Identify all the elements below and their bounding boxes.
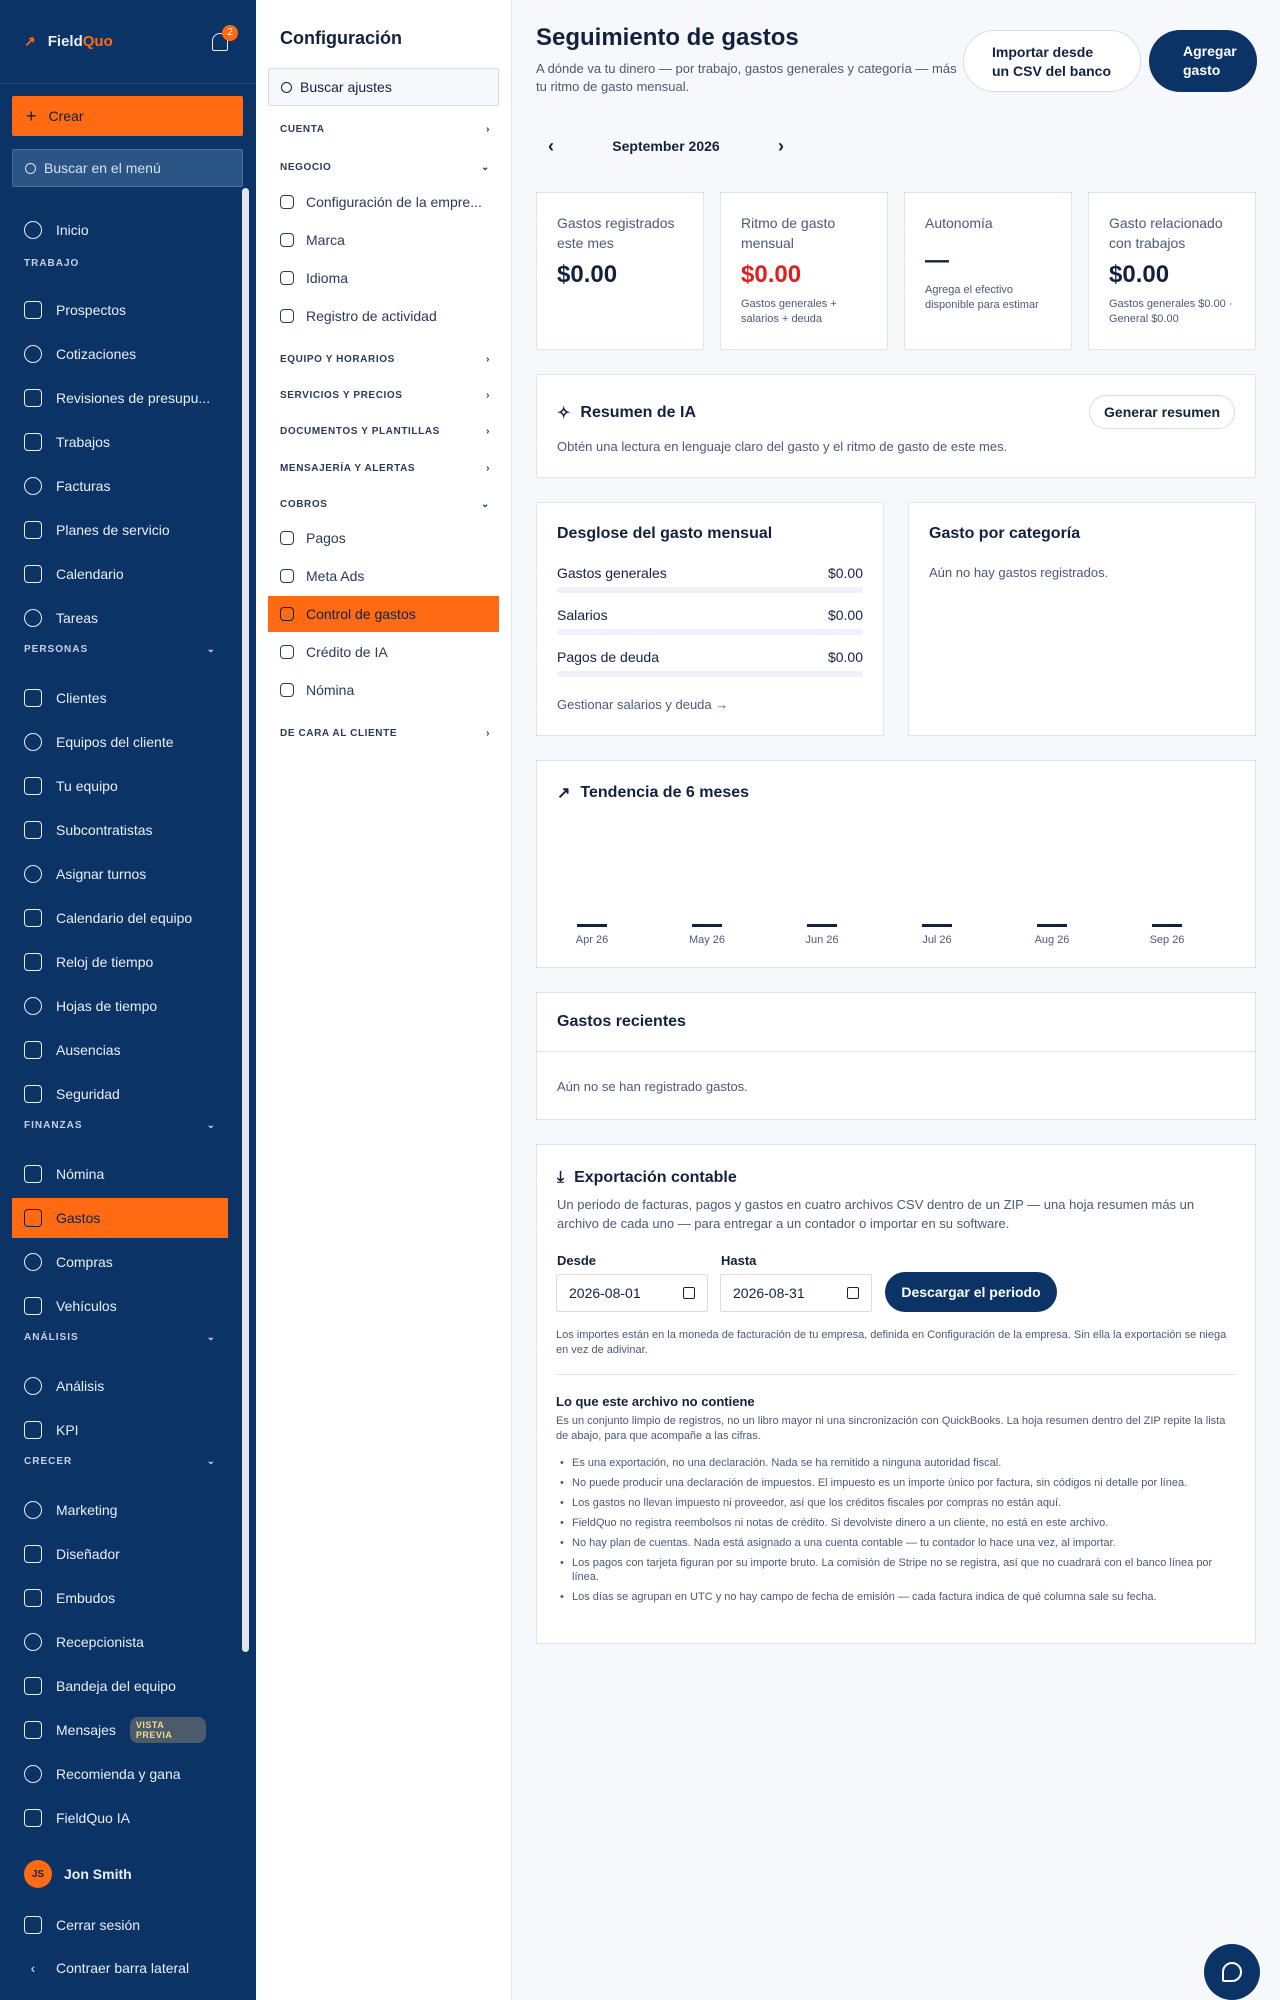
settings-item[interactable] [268, 520, 499, 556]
monthly-breakdown-card [536, 502, 884, 736]
sidebar-section [24, 1456, 216, 1467]
breakdown-row [557, 649, 863, 665]
collapse-sidebar-button[interactable] [24, 1960, 189, 1976]
sidebar-footer [0, 1844, 256, 2000]
sidebar-item-label: Facturas [56, 478, 111, 494]
chat-launcher-button[interactable] [1204, 1944, 1260, 2000]
shield-icon [24, 1085, 42, 1103]
share-icon [280, 569, 294, 583]
kpi-label: Gasto relacionado con trabajos [1109, 215, 1223, 251]
kpi-value: $0.00 [741, 261, 802, 288]
sidebar-section [24, 1120, 216, 1131]
kpi-label: Ritmo de gasto mensual [741, 215, 836, 251]
settings-section[interactable] [280, 390, 490, 401]
settings-section[interactable] [280, 162, 490, 173]
sidebar-item[interactable] [12, 898, 228, 938]
list-item: • FieldQuo no registra reembolsos ni notas de crédito. Si devolviste dinero a un cliente, no está en este archivo. [556, 1516, 1236, 1530]
sidebar-item[interactable] [12, 1622, 228, 1662]
calendar-icon[interactable] [683, 1287, 695, 1299]
chevron-down-icon: ⌄ [481, 499, 490, 510]
trend-title: Tendencia de 6 meses [580, 784, 750, 801]
menu-search-placeholder: Buscar en el menú [44, 160, 161, 176]
sidebar-section [24, 644, 216, 655]
wallet-icon [24, 1209, 42, 1227]
settings-section-label: NEGOCIO [280, 162, 332, 173]
settings-item-label: Nómina [306, 682, 355, 698]
breakdown-bar [557, 671, 863, 677]
sidebar-item-label: Mensajes [56, 1722, 116, 1738]
kpi-label: Gastos registrados este mes [557, 215, 675, 251]
sidebar-item[interactable] [12, 1198, 228, 1238]
month-selector [536, 132, 796, 160]
sidebar-item[interactable] [12, 290, 228, 330]
trend-tick-label: Aug 26 [1034, 934, 1070, 946]
list-item: • No hay plan de cuentas. Nada está asignado a una cuenta contable — tu contador lo hace una vez, al importar. [556, 1536, 1236, 1550]
users-icon [24, 689, 42, 707]
settings-section-label: MENSAJERÍA Y ALERTAS [280, 463, 416, 474]
kpi-value: $0.00 [557, 261, 618, 288]
sidebar-item-label: Diseñador [56, 1546, 120, 1562]
sidebar-item-label: Hojas de tiempo [56, 998, 158, 1014]
sidebar-item[interactable] [12, 210, 228, 250]
to-date-input[interactable] [720, 1274, 872, 1312]
chevron-down-icon[interactable]: ⌄ [206, 1120, 216, 1131]
page-subtitle: A dónde va tu dinero — por trabajo, gastos generales y categoría — más tu ritmo de gasto mensual. [536, 61, 957, 94]
user-gear-icon [24, 777, 42, 795]
sidebar-item-label: Compras [56, 1254, 113, 1270]
settings-section[interactable] [280, 426, 490, 437]
kpi-label: Autonomía [925, 215, 993, 231]
briefcase-icon [24, 433, 42, 451]
sidebar-item-label: Bandeja del equipo [56, 1678, 176, 1694]
sidebar-item-label: Equipos del cliente [56, 734, 174, 750]
export-note: Los importes están en la moneda de facturación de tu empresa, definida en Configuración de la empresa. Sin ella la exportación se niega en vez de adivinar. [556, 1329, 1227, 1356]
plus-icon: + [26, 105, 37, 126]
logo-name-b: Quo [82, 33, 113, 50]
logout-icon [24, 1916, 42, 1934]
chevron-right-icon: › [486, 354, 490, 365]
chevron-right-icon: › [486, 124, 490, 135]
sidebar-item[interactable] [12, 1578, 228, 1618]
sidebar-section-label: TRABAJO [24, 258, 80, 269]
logout-button[interactable] [24, 1916, 140, 1934]
inbox-icon [24, 1677, 42, 1695]
breakdown-bar [557, 629, 863, 635]
sidebar-item-label: Gastos [56, 1210, 101, 1226]
user-menu[interactable] [24, 1860, 132, 1888]
sidebar-item-label: Recepcionista [56, 1634, 144, 1650]
cart-icon [24, 1253, 42, 1271]
list-item: • Los pagos con tarjeta figuran por su importe bruto. La comisión de Stripe no se registra, así que no cuadrará con el banco línea por línea. [556, 1556, 1236, 1584]
recent-empty: Aún no se han registrado gastos. [557, 1079, 748, 1094]
chevron-left-icon[interactable]: ‹ [548, 135, 554, 156]
sidebar-item[interactable] [12, 1074, 228, 1114]
divider [537, 1051, 1255, 1052]
settings-panel [256, 0, 512, 2000]
settings-item[interactable] [268, 298, 499, 334]
sidebar-item[interactable] [12, 766, 228, 806]
create-label: Crear [48, 108, 84, 124]
sidebar-item-label: Embudos [56, 1590, 116, 1606]
settings-item[interactable] [268, 634, 499, 670]
trend-up-icon: ↗ [557, 785, 571, 802]
breakdown-bar [557, 587, 863, 593]
settings-item[interactable] [268, 672, 499, 708]
preview-badge: VISTA PREVIA [130, 1717, 206, 1743]
download-icon: ⤓ [557, 1169, 565, 1186]
trend-heading [557, 783, 749, 803]
list-icon [24, 609, 42, 627]
sidebar-item[interactable] [12, 1410, 228, 1450]
to-label: Hasta [721, 1253, 757, 1268]
kpi-card-runway [904, 192, 1072, 350]
palette-icon [24, 1545, 42, 1563]
building-icon [280, 195, 294, 209]
logo-arrow-icon: ↗ [24, 33, 36, 49]
ai-summary-text: Obtén una lectura en lenguaje claro del gasto y el ritmo de gasto de este mes. [557, 439, 1008, 454]
breakdown-value: $0.00 [827, 565, 863, 581]
notification-badge: 2 [222, 25, 238, 41]
sidebar-item[interactable] [12, 1154, 228, 1194]
sidebar-item-label: Revisiones de presupu... [56, 390, 211, 406]
breakdown-row [557, 565, 863, 581]
trend-bar [922, 924, 952, 927]
sidebar-item-label: Calendario [56, 566, 124, 582]
settings-section[interactable] [280, 354, 490, 365]
calendar-icon[interactable] [847, 1287, 859, 1299]
sidebar-item-label: FieldQuo IA [56, 1810, 130, 1826]
category-spend-card [908, 502, 1256, 736]
month-label: September 2026 [612, 138, 720, 154]
settings-item-label: Marca [306, 232, 345, 248]
settings-item[interactable] [268, 596, 499, 632]
home-icon [24, 221, 42, 239]
breakdown-label: Salarios [557, 607, 608, 623]
from-date-input[interactable] [556, 1274, 708, 1312]
export-desc: Un periodo de facturas, pagos y gastos en cuatro archivos CSV dentro de un ZIP — una hoja resumen más un archivo de cada uno — para entregar a un contador o importar en su software. [557, 1197, 1195, 1231]
recent-expenses-card [536, 992, 1256, 1120]
trend-bar [577, 924, 607, 927]
settings-search-placeholder: Buscar ajustes [300, 79, 392, 95]
settings-section-label: CUENTA [280, 124, 325, 135]
kpi-note: Agrega el efectivo disponible para estimar [925, 284, 1039, 311]
sidebar-item[interactable] [12, 554, 228, 594]
settings-section[interactable] [280, 463, 490, 474]
trend-tick-label: Jul 26 [922, 934, 952, 946]
settings-search-input[interactable] [268, 68, 499, 106]
sidebar [0, 0, 256, 2000]
wallet-icon [280, 607, 294, 621]
settings-item-label: Pagos [306, 530, 346, 546]
translate-icon [280, 271, 294, 285]
ai-summary-title: Resumen de IA [580, 404, 696, 421]
sidebar-section [24, 1332, 216, 1343]
settings-section[interactable] [280, 499, 490, 510]
sidebar-item-label: Vehículos [56, 1298, 117, 1314]
kpi-card-burn-rate [720, 192, 888, 350]
chevron-left-icon: ‹ [30, 1960, 36, 1976]
sidebar-item[interactable] [12, 1286, 228, 1326]
kpi-value: $0.00 [1109, 261, 1170, 288]
category-title: Gasto por categoría [929, 525, 1081, 542]
sidebar-item-label: Planes de servicio [56, 522, 170, 538]
sparkle-icon [280, 645, 294, 659]
sidebar-item[interactable] [12, 854, 228, 894]
settings-section[interactable] [280, 124, 490, 135]
megaphone-icon [24, 1501, 42, 1519]
sidebar-item[interactable] [12, 1754, 228, 1794]
logo-name-a: Field [47, 33, 83, 50]
notifications-button[interactable] [210, 27, 233, 53]
sidebar-item[interactable] [12, 334, 228, 374]
sidebar-item[interactable] [12, 1534, 228, 1574]
chevron-right-icon: › [486, 390, 490, 401]
sidebar-item-label: Trabajos [56, 434, 110, 450]
generate-summary-button[interactable] [1089, 395, 1235, 429]
export-heading [557, 1169, 737, 1187]
sidebar-item[interactable] [12, 1030, 228, 1070]
sidebar-item-label: Cotizaciones [56, 346, 137, 362]
chevron-down-icon[interactable]: ⌄ [206, 1332, 216, 1343]
sidebar-item[interactable] [12, 1666, 228, 1706]
chevron-down-icon: ⌄ [481, 162, 490, 173]
document-icon [24, 345, 42, 363]
sidebar-section-label: CRECER [24, 1456, 73, 1467]
sidebar-item[interactable] [12, 678, 228, 718]
breakdown-title: Desglose del gasto mensual [557, 525, 773, 542]
activity-icon [280, 309, 294, 323]
calendar-repeat-icon [24, 521, 42, 539]
settings-section-label: DOCUMENTOS Y PLANTILLAS [280, 426, 440, 437]
sidebar-item[interactable] [12, 942, 228, 982]
settings-item-label: Crédito de IA [306, 644, 388, 660]
import-csv-label: Importar desde un CSV del banco [992, 44, 1112, 79]
trend-bar [1152, 924, 1182, 927]
from-date-value: 2026-08-01 [569, 1285, 641, 1301]
sidebar-item[interactable] [12, 1798, 228, 1838]
sparkle-icon [24, 1809, 42, 1827]
avatar: JS [24, 1860, 52, 1888]
add-expense-label: Agregar gasto [1183, 43, 1237, 78]
settings-item[interactable] [268, 222, 499, 258]
breakdown-value: $0.00 [827, 649, 863, 665]
breakdown-label: Gastos generales [557, 565, 667, 581]
shield-icon [24, 733, 42, 751]
palette-icon [280, 233, 294, 247]
recent-title: Gastos recientes [557, 1013, 686, 1030]
chevron-right-icon: › [486, 728, 490, 739]
sidebar-item[interactable] [12, 422, 228, 462]
export-title: Exportación contable [574, 1169, 737, 1186]
add-expense-button[interactable] [1149, 30, 1257, 92]
kpi-value: — [925, 247, 949, 274]
import-csv-button[interactable] [963, 30, 1141, 92]
calendar-icon [24, 565, 42, 583]
sidebar-item-label: Calendario del equipo [56, 910, 193, 926]
list-item: • Los gastos no llevan impuesto ni proveedor, así que los créditos fiscales por compras no están aquí. [556, 1496, 1236, 1510]
settings-section-label: EQUIPO Y HORARIOS [280, 354, 395, 365]
sparkle-icon: ✧ [557, 405, 571, 422]
document-icon [24, 301, 42, 319]
settings-item-label: Control de gastos [306, 606, 416, 622]
menu-search-input[interactable] [12, 149, 243, 187]
download-period-label: Descargar el periodo [901, 1284, 1041, 1300]
download-period-button[interactable] [885, 1272, 1057, 1312]
sidebar-item-label: Ausencias [56, 1042, 121, 1058]
sidebar-section [24, 258, 216, 269]
sidebar-section-label: PERSONAS [24, 644, 89, 655]
sidebar-item-label: Seguridad [56, 1086, 120, 1102]
receipt-icon [24, 477, 42, 495]
sidebar-item-label: Subcontratistas [56, 822, 153, 838]
calendar-clock-icon [24, 1041, 42, 1059]
settings-item[interactable] [268, 260, 499, 296]
settings-section[interactable] [280, 728, 490, 739]
ai-summary-heading [557, 403, 696, 423]
sidebar-item[interactable] [12, 510, 228, 550]
settings-item-label: Registro de actividad [306, 308, 437, 324]
logout-label: Cerrar sesión [56, 1917, 141, 1933]
list-item: • Los días se agrupan en UTC y no hay campo de fecha de emisión — cada factura indica de qué columna sale su fecha. [556, 1590, 1236, 1604]
sidebar-item-label: Recomienda y gana [56, 1766, 181, 1782]
truck-icon [24, 1297, 42, 1315]
missing-desc: Es un conjunto limpio de registros, no un libro mayor ni una sincronización con QuickBooks. La hoja resumen dentro del ZIP repite la lista de abajo, para que acompañe a las cifras. [556, 1415, 1226, 1442]
sidebar-item-label: Tu equipo [56, 778, 118, 794]
list-item: • No puede producir una declaración de impuestos. El impuesto es un importe único por factura, sin códigos ni detalle por línea. [556, 1476, 1236, 1490]
sidebar-section-label: FINANZAS [24, 1120, 83, 1131]
breakdown-value: $0.00 [827, 607, 863, 623]
sidebar-item-label: Clientes [56, 690, 107, 706]
missing-list [556, 1456, 1236, 1610]
dollar-doc-icon [280, 531, 294, 545]
list-item: • Es una exportación, no una declaración. Nada se ha remitido a ninguna autoridad fiscal. [556, 1456, 1236, 1470]
sidebar-item[interactable] [12, 1242, 228, 1282]
sidebar-item[interactable] [12, 986, 228, 1026]
sidebar-item-label: Nómina [56, 1166, 105, 1182]
chat-icon [24, 1721, 42, 1739]
sidebar-item-label: Inicio [56, 222, 89, 238]
calendar-clock-icon [24, 865, 42, 883]
sidebar-item-label: Prospectos [56, 302, 127, 318]
chat-icon [1222, 1962, 1242, 1982]
search-icon [25, 163, 36, 174]
page-title: Seguimiento de gastos [536, 24, 799, 51]
settings-item-label: Configuración de la empre... [306, 194, 482, 210]
settings-item-label: Meta Ads [306, 568, 365, 584]
sidebar-item[interactable] [12, 1490, 228, 1530]
user-name: Jon Smith [64, 1866, 132, 1882]
settings-item-label: Idioma [306, 270, 349, 286]
sidebar-item[interactable] [12, 1366, 228, 1406]
hardhat-icon [24, 821, 42, 839]
settings-section-label: COBROS [280, 499, 328, 510]
sidebar-item[interactable] [12, 378, 228, 418]
ai-summary-card [536, 374, 1256, 478]
sidebar-item-label: Asignar turnos [56, 866, 147, 882]
kpi-card-registered [536, 192, 704, 350]
funnel-icon [24, 1589, 42, 1607]
trend-bar [807, 924, 837, 927]
trend-tick-label: Apr 26 [575, 934, 609, 946]
chevron-right-icon: › [486, 463, 490, 474]
sidebar-item[interactable] [12, 722, 228, 762]
breakdown-row [557, 607, 863, 623]
create-button[interactable] [12, 96, 243, 136]
missing-title: Lo que este archivo no contiene [556, 1394, 755, 1409]
settings-section-label: SERVICIOS Y PRECIOS [280, 390, 403, 401]
target-icon [24, 1421, 42, 1439]
settings-title: Configuración [280, 28, 402, 48]
search-icon [281, 82, 292, 93]
trend-tick-label: May 26 [688, 934, 726, 946]
chevron-down-icon[interactable]: ⌄ [206, 644, 216, 655]
chevron-down-icon[interactable]: ⌄ [206, 1456, 216, 1467]
clock-icon [24, 997, 42, 1015]
chevron-right-icon: › [486, 426, 490, 437]
compass-icon [24, 1377, 42, 1395]
check-circle-icon [24, 389, 42, 407]
main-content [512, 0, 1280, 2000]
divider [556, 1374, 1236, 1375]
kpi-card-job-spend [1088, 192, 1256, 350]
sidebar-item-label: Análisis [56, 1378, 105, 1394]
trend-tick-label: Jun 26 [805, 934, 839, 946]
wallet-icon [24, 1165, 42, 1183]
trend-bar [1037, 924, 1067, 927]
wallet-icon [280, 683, 294, 697]
category-empty: Aún no hay gastos registrados. [929, 565, 1109, 580]
clock-icon [24, 953, 42, 971]
sidebar-nav [0, 200, 256, 1840]
gift-icon [24, 1765, 42, 1783]
sidebar-item[interactable] [12, 598, 228, 638]
kpi-note: Gastos generales + salarios + deuda [741, 298, 837, 325]
sidebar-header [0, 0, 256, 84]
settings-item[interactable] [268, 558, 499, 594]
collapse-label: Contraer barra lateral [56, 1960, 190, 1976]
trend-bar [692, 924, 722, 927]
settings-section-label: DE CARA AL CLIENTE [280, 728, 398, 739]
sidebar-item-label: Marketing [56, 1502, 118, 1518]
generate-summary-label: Generar resumen [1104, 404, 1220, 420]
to-date-value: 2026-08-31 [733, 1285, 805, 1301]
sidebar-item[interactable] [12, 466, 228, 506]
manage-salaries-link[interactable]: Gestionar salarios y deuda → [557, 697, 729, 712]
headset-icon [24, 1633, 42, 1651]
sidebar-item-label: Tareas [56, 610, 99, 626]
settings-item[interactable] [268, 184, 499, 220]
sidebar-item-label: Reloj de tiempo [56, 954, 154, 970]
trend-tick-label: Sep 26 [1149, 934, 1185, 946]
calendar-icon [24, 909, 42, 927]
sidebar-section-label: ANÁLISIS [24, 1332, 79, 1343]
kpi-note: Gastos generales $0.00 · General $0.00 [1109, 298, 1233, 325]
sidebar-item[interactable] [12, 1710, 228, 1750]
chevron-right-icon[interactable]: › [778, 135, 784, 156]
sidebar-item-label: KPI [56, 1422, 79, 1438]
breakdown-label: Pagos de deuda [557, 649, 659, 665]
from-label: Desde [557, 1253, 597, 1268]
sidebar-item[interactable] [12, 810, 228, 850]
logo[interactable] [24, 33, 113, 50]
